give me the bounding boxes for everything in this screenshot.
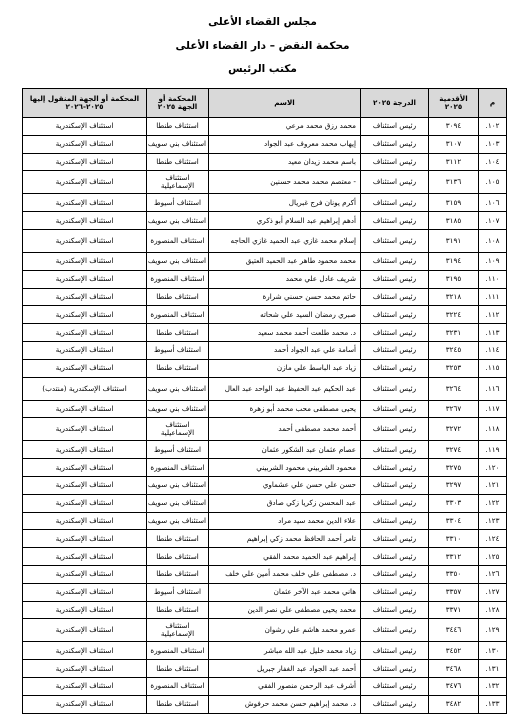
table-row [23, 619, 507, 642]
cell-seniority: ٣٢٧٢ [429, 418, 479, 441]
cell-grade: رئيس استئناف [361, 324, 429, 342]
cell-num: ١٢١. [479, 476, 507, 494]
cell-court: استئناف بني سويف [147, 252, 209, 270]
cell-name: محمد محمود طاهر عبد الحميد العتيق [209, 252, 361, 270]
cell-destination: استئناف الإسكندرية [23, 530, 147, 548]
cell-name: د. محمد طلعت أحمد محمد سعيد [209, 324, 361, 342]
cell-court: استئناف أسيوط [147, 194, 209, 212]
table-row [23, 512, 507, 530]
cell-court: استئناف المنصورة [147, 677, 209, 695]
cell-seniority: ٣١٥٩ [429, 194, 479, 212]
cell-grade: رئيس استئناف [361, 171, 429, 194]
cell-grade: رئيس استئناف [361, 229, 429, 252]
cell-grade: رئيس استئناف [361, 153, 429, 171]
cell-num: ١٢٧. [479, 583, 507, 601]
cell-grade: رئيس استئناف [361, 270, 429, 288]
cell-grade: رئيس استئناف [361, 695, 429, 713]
col-header-name: الاسم [209, 89, 361, 118]
cell-num: ١١٤. [479, 341, 507, 359]
cell-destination: استئناف الإسكندرية [23, 359, 147, 377]
cell-num: ١١٠. [479, 270, 507, 288]
office-title: مكتب الرئيس [228, 63, 297, 75]
cell-seniority: ٣٢٣١ [429, 324, 479, 342]
cell-name: تامر أحمد الحافظ محمد زكي إبراهيم [209, 530, 361, 548]
cell-grade: رئيس استئناف [361, 476, 429, 494]
cell-destination: استئناف الإسكندرية [23, 565, 147, 583]
cell-num: ١٣٠. [479, 642, 507, 660]
cell-name: د. مصطفى علي خلف محمد أمين علي خلف [209, 565, 361, 583]
cell-seniority: ٣٤٨٢ [429, 695, 479, 713]
cell-grade: رئيس استئناف [361, 565, 429, 583]
cell-destination: استئناف الإسكندرية [23, 459, 147, 477]
cell-court: استئناف بني سويف [147, 512, 209, 530]
cell-court: استئناف طنطا [147, 695, 209, 713]
cell-num: ١١٢. [479, 306, 507, 324]
table-row [23, 135, 507, 153]
table-row [23, 565, 507, 583]
cell-num: ١٠٨. [479, 229, 507, 252]
cell-name: إيهاب محمد معروف عبد الجواد [209, 135, 361, 153]
cell-destination: استئناف الإسكندرية [23, 194, 147, 212]
col-header-num: م [479, 89, 507, 118]
cell-grade: رئيس استئناف [361, 583, 429, 601]
judges-table [22, 88, 507, 714]
table-row [23, 252, 507, 270]
court-title: محكمة النقض – دار القضاء الأعلى [175, 40, 350, 52]
cell-seniority: ٣١٩٤ [429, 252, 479, 270]
cell-seniority: ٣٣٠٣ [429, 494, 479, 512]
cell-name: عبد المحسن زكريا زكي صادق [209, 494, 361, 512]
cell-grade: رئيس استئناف [361, 359, 429, 377]
table-row [23, 459, 507, 477]
cell-grade: رئيس استئناف [361, 194, 429, 212]
council-title: مجلس القضاء الأعلى [208, 16, 317, 28]
table-row [23, 118, 507, 136]
cell-court: استئناف طنطا [147, 660, 209, 678]
table-row [23, 548, 507, 566]
cell-num: ١٢٩. [479, 619, 507, 642]
cell-num: ١٠٣. [479, 135, 507, 153]
cell-num: ١٢٢. [479, 494, 507, 512]
cell-name: إبراهيم عبد الحميد محمد الفقي [209, 548, 361, 566]
cell-grade: رئيس استئناف [361, 660, 429, 678]
cell-num: ١٢٤. [479, 530, 507, 548]
cell-destination: استئناف الإسكندرية [23, 400, 147, 418]
table-row [23, 377, 507, 400]
cell-seniority: ٣٤٥٢ [429, 642, 479, 660]
cell-name: علاء الدين محمد سيد مراد [209, 512, 361, 530]
cell-num: ١٠٤. [479, 153, 507, 171]
cell-num: ١١٦. [479, 377, 507, 400]
cell-grade: رئيس استئناف [361, 377, 429, 400]
table-row [23, 530, 507, 548]
cell-court: استئناف المنصورة [147, 229, 209, 252]
cell-court: استئناف الإسماعيلية [147, 171, 209, 194]
cell-grade: رئيس استئناف [361, 512, 429, 530]
cell-num: ١٣٢. [479, 677, 507, 695]
cell-seniority: ٣٢٧٥ [429, 459, 479, 477]
cell-grade: رئيس استئناف [361, 459, 429, 477]
cell-court: استئناف أسيوط [147, 583, 209, 601]
cell-destination: استئناف الإسكندرية [23, 212, 147, 230]
cell-grade: رئيس استئناف [361, 530, 429, 548]
cell-num: ١٠٢. [479, 118, 507, 136]
cell-num: ١١١. [479, 288, 507, 306]
cell-num: ١١٥. [479, 359, 507, 377]
table-row [23, 153, 507, 171]
cell-name: شريف عادل علي محمد [209, 270, 361, 288]
cell-seniority: ٣٣٠٤ [429, 512, 479, 530]
cell-court: استئناف بني سويف [147, 476, 209, 494]
cell-destination: استئناف الإسكندرية [23, 229, 147, 252]
cell-name: عصام عثمان عبد الشكور عثمان [209, 441, 361, 459]
cell-name: عمرو محمد هاشم علي رشوان [209, 619, 361, 642]
cell-name: أكرم يونان فرج غبريال [209, 194, 361, 212]
table-row [23, 171, 507, 194]
cell-court: استئناف المنصورة [147, 306, 209, 324]
cell-name: - معتصم محمد محمد حسنين [209, 171, 361, 194]
cell-seniority: ٣٣٥٧ [429, 583, 479, 601]
cell-name: محمد رزق محمد مرعي [209, 118, 361, 136]
cell-name: إسلام محمد غازي عبد الحميد غازي الحاجه [209, 229, 361, 252]
table-row [23, 583, 507, 601]
cell-court: استئناف طنطا [147, 118, 209, 136]
cell-name: حسن علي حسن علي عشماوي [209, 476, 361, 494]
cell-destination: استئناف الإسكندرية [23, 135, 147, 153]
cell-grade: رئيس استئناف [361, 619, 429, 642]
table-row [23, 324, 507, 342]
cell-num: ١٢٦. [479, 565, 507, 583]
cell-court: استئناف طنطا [147, 601, 209, 619]
cell-court: استئناف الإسماعيلية [147, 418, 209, 441]
cell-seniority: ٣١١٢ [429, 153, 479, 171]
cell-court: استئناف الإسماعيلية [147, 619, 209, 642]
table-row [23, 194, 507, 212]
cell-num: ١٢٥. [479, 548, 507, 566]
cell-num: ١١٨. [479, 418, 507, 441]
cell-seniority: ٣٢١٨ [429, 288, 479, 306]
cell-grade: رئيس استئناف [361, 642, 429, 660]
col-header-seniority: الأقدمية ٢٠٢٥ [429, 89, 479, 118]
cell-seniority: ٣٣١٢ [429, 548, 479, 566]
cell-destination: استئناف الإسكندرية [23, 153, 147, 171]
table-row [23, 270, 507, 288]
cell-name: أحمد محمد مصطفى أحمد [209, 418, 361, 441]
cell-seniority: ٣١٩١ [429, 229, 479, 252]
cell-court: استئناف طنطا [147, 324, 209, 342]
cell-court: استئناف طنطا [147, 530, 209, 548]
cell-name: باسم محمد زيدان معيد [209, 153, 361, 171]
cell-seniority: ٣٢٩٧ [429, 476, 479, 494]
cell-num: ١٠٥. [479, 171, 507, 194]
cell-seniority: ٣٣١٠ [429, 530, 479, 548]
cell-destination: استئناف الإسكندرية [23, 252, 147, 270]
table-row [23, 229, 507, 252]
cell-grade: رئيس استئناف [361, 306, 429, 324]
cell-court: استئناف طنطا [147, 565, 209, 583]
cell-seniority: ٣٤٤٦ [429, 619, 479, 642]
cell-court: استئناف بني سويف [147, 494, 209, 512]
cell-name: أسامة علي عبد الجواد أحمد [209, 341, 361, 359]
cell-destination: استئناف الإسكندرية [23, 118, 147, 136]
document-header [0, 6, 525, 86]
cell-seniority: ٣٤٧٦ [429, 677, 479, 695]
cell-destination: استئناف الإسكندرية [23, 677, 147, 695]
cell-destination: استئناف الإسكندرية [23, 306, 147, 324]
cell-court: استئناف أسيوط [147, 441, 209, 459]
cell-name: محمد يحيى مصطفى علي نصر الدين [209, 601, 361, 619]
cell-court: استئناف المنصورة [147, 459, 209, 477]
cell-seniority: ٣١٨٥ [429, 212, 479, 230]
table-row [23, 677, 507, 695]
cell-grade: رئيس استئناف [361, 677, 429, 695]
cell-seniority: ٣٢٧٤ [429, 441, 479, 459]
table-row [23, 695, 507, 713]
cell-destination: استئناف الإسكندرية [23, 695, 147, 713]
cell-destination: استئناف الإسكندرية [23, 341, 147, 359]
cell-grade: رئيس استئناف [361, 601, 429, 619]
cell-destination: استئناف الإسكندرية [23, 270, 147, 288]
cell-name: زياد عبد الباسط علي مازن [209, 359, 361, 377]
cell-destination: استئناف الإسكندرية [23, 583, 147, 601]
cell-seniority: ٣٢٤٥ [429, 341, 479, 359]
cell-name: صبري رمضان السيد علي شحاته [209, 306, 361, 324]
cell-destination: استئناف الإسكندرية [23, 324, 147, 342]
cell-destination: استئناف الإسكندرية [23, 494, 147, 512]
cell-name: أشرف عبد الرحمن منصور الفقي [209, 677, 361, 695]
cell-num: ١١٩. [479, 441, 507, 459]
cell-num: ١٣١. [479, 660, 507, 678]
col-header-destination: المحكمة أو الجهة المنقول إليها ٢٠٢٥-٢٠٢٦ [23, 89, 147, 118]
cell-grade: رئيس استئناف [361, 441, 429, 459]
cell-court: استئناف بني سويف [147, 135, 209, 153]
cell-num: ١٠٧. [479, 212, 507, 230]
cell-grade: رئيس استئناف [361, 548, 429, 566]
cell-destination: استئناف الإسكندرية [23, 619, 147, 642]
table-row [23, 341, 507, 359]
table-row [23, 306, 507, 324]
cell-seniority: ٣١٩٥ [429, 270, 479, 288]
cell-destination: استئناف الإسكندرية [23, 476, 147, 494]
cell-name: عبد الحكيم عبد الحفيظ عبد الواحد عبد العال [209, 377, 361, 400]
table-row [23, 494, 507, 512]
cell-court: استئناف بني سويف [147, 212, 209, 230]
cell-num: ١٢٨. [479, 601, 507, 619]
cell-destination: استئناف الإسكندرية [23, 288, 147, 306]
table-row [23, 441, 507, 459]
cell-destination: استئناف الإسكندرية (منتدب) [23, 377, 147, 400]
cell-seniority: ٣١٠٧ [429, 135, 479, 153]
cell-court: استئناف بني سويف [147, 400, 209, 418]
table-row [23, 476, 507, 494]
cell-name: محمود الشربيني محمود الشربيني [209, 459, 361, 477]
cell-seniority: ٣٣٥٠ [429, 565, 479, 583]
cell-name: أدهم إبراهيم عبد السلام أبو ذكري [209, 212, 361, 230]
cell-grade: رئيس استئناف [361, 400, 429, 418]
table-row [23, 601, 507, 619]
table-row [23, 418, 507, 441]
cell-grade: رئيس استئناف [361, 212, 429, 230]
cell-seniority: ٣٢٥٣ [429, 359, 479, 377]
cell-grade: رئيس استئناف [361, 494, 429, 512]
cell-num: ١٢٠. [479, 459, 507, 477]
cell-grade: رئيس استئناف [361, 252, 429, 270]
cell-destination: استئناف الإسكندرية [23, 601, 147, 619]
cell-court: استئناف طنطا [147, 359, 209, 377]
cell-court: استئناف المنصورة [147, 642, 209, 660]
cell-seniority: ٣٠٩٤ [429, 118, 479, 136]
cell-destination: استئناف الإسكندرية [23, 512, 147, 530]
cell-name: هاني محمد عبد الآخر عثمان [209, 583, 361, 601]
cell-name: حاتم محمد حسن حسني شرارة [209, 288, 361, 306]
table-row [23, 400, 507, 418]
cell-seniority: ٣٢٦٧ [429, 400, 479, 418]
cell-num: ١١٣. [479, 324, 507, 342]
cell-destination: استئناف الإسكندرية [23, 441, 147, 459]
cell-destination: استئناف الإسكندرية [23, 418, 147, 441]
cell-destination: استئناف الإسكندرية [23, 642, 147, 660]
cell-seniority: ٣٤٦٨ [429, 660, 479, 678]
cell-seniority: ٣٣٧١ [429, 601, 479, 619]
table-row [23, 642, 507, 660]
cell-num: ١٣٣. [479, 695, 507, 713]
col-header-court: المحكمة أو الجهة ٢٠٢٥ [147, 89, 209, 118]
cell-name: يحيى مصطفى محب محمد أبو زهرة [209, 400, 361, 418]
cell-destination: استئناف الإسكندرية [23, 660, 147, 678]
cell-num: ١١٧. [479, 400, 507, 418]
cell-seniority: ٣١٣٦ [429, 171, 479, 194]
cell-grade: رئيس استئناف [361, 418, 429, 441]
cell-court: استئناف طنطا [147, 153, 209, 171]
cell-seniority: ٣٢٢٤ [429, 306, 479, 324]
cell-grade: رئيس استئناف [361, 135, 429, 153]
cell-court: استئناف أسيوط [147, 341, 209, 359]
cell-court: استئناف طنطا [147, 288, 209, 306]
cell-name: د. محمد إبراهيم حسن محمد حرفوش [209, 695, 361, 713]
cell-grade: رئيس استئناف [361, 288, 429, 306]
cell-grade: رئيس استئناف [361, 341, 429, 359]
table-row [23, 359, 507, 377]
cell-name: أحمد عبد الجواد عبد الغفار جبريل [209, 660, 361, 678]
table-row [23, 288, 507, 306]
cell-seniority: ٣٢٦٤ [429, 377, 479, 400]
table-header-row [23, 89, 507, 118]
cell-court: استئناف بني سويف [147, 377, 209, 400]
cell-court: استئناف طنطا [147, 548, 209, 566]
cell-grade: رئيس استئناف [361, 118, 429, 136]
col-header-grade: الدرجة ٢٠٢٥ [361, 89, 429, 118]
cell-num: ١٢٣. [479, 512, 507, 530]
cell-court: استئناف المنصورة [147, 270, 209, 288]
cell-num: ١٠٦. [479, 194, 507, 212]
cell-num: ١٠٩. [479, 252, 507, 270]
table-row [23, 212, 507, 230]
cell-destination: استئناف الإسكندرية [23, 171, 147, 194]
table-row [23, 660, 507, 678]
cell-destination: استئناف الإسكندرية [23, 548, 147, 566]
cell-name: زياد محمد خليل عبد الله مباشر [209, 642, 361, 660]
